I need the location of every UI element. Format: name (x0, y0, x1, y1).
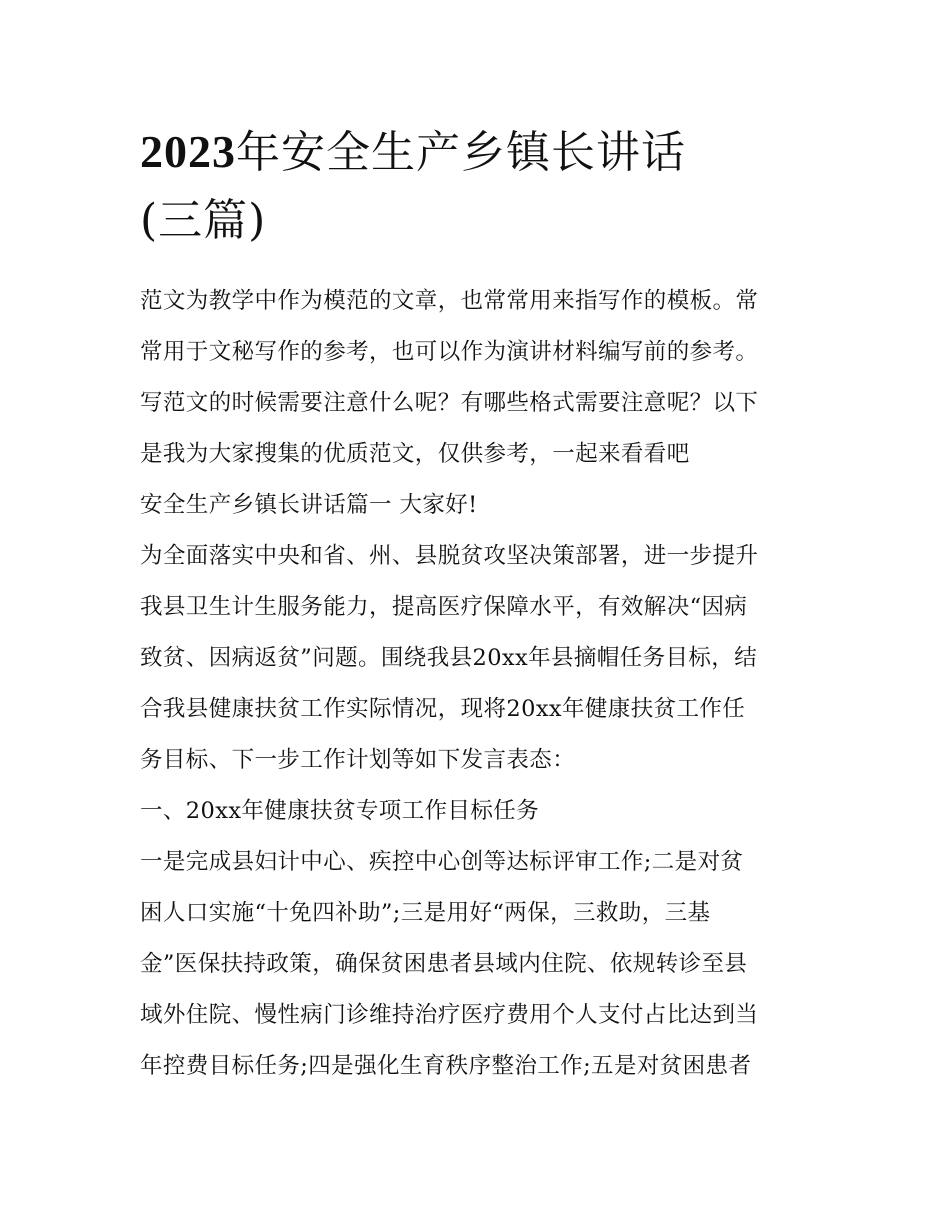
body-line: 困人口实施“十免四补助”;三是用好“两保，三救助，三基 (140, 900, 711, 926)
title-year: 2023 (140, 126, 236, 177)
body-line: 我县卫生计生服务能力，提高医疗保障水平，有效解决“因病 (140, 594, 748, 620)
body-line: 致贫、因病返贫”问题。围绕我县20xx年县摘帽任务目标，结 (140, 645, 758, 671)
body-line: 一是完成县妇计中心、疾控中心创等达标评审工作;二是对贫 (140, 849, 744, 875)
title-subtitle: (三篇) (140, 195, 267, 246)
document-title (140, 118, 830, 255)
title-text: 年安全生产乡镇长讲话 (236, 127, 686, 178)
body-line: 范文为教学中作为模范的文章，也常常用来指写作的模板。常 (140, 288, 759, 314)
body-line: 为全面落实中央和省、州、县脱贫攻坚决策部署，进一步提升 (140, 543, 759, 569)
body-line: 写范文的时候需要注意什么呢？有哪些格式需要注意呢？以下 (140, 390, 759, 416)
body-line: 常用于文秘写作的参考，也可以作为演讲材料编写前的参考。 (140, 339, 759, 365)
body-line: 金”医保扶持政策，确保贫困患者县域内住院、依规转诊至县 (140, 951, 748, 977)
body-line: 是我为大家搜集的优质范文，仅供参考，一起来看看吧 (140, 441, 690, 467)
body-line: 年控费目标任务;四是强化生育秩序整治工作;五是对贫困患者 (140, 1053, 752, 1079)
body-line: 合我县健康扶贫工作实际情况，现将20xx年健康扶贫工作任 (140, 696, 746, 722)
body-line: 域外住院、慢性病门诊维持治疗医疗费用个人支付占比达到当 (140, 1002, 759, 1028)
section-heading: 一、20xx年健康扶贫专项工作目标任务 (140, 798, 540, 824)
section-heading: 安全生产乡镇长讲话篇一 大家好! (140, 492, 478, 518)
body-line: 务目标、下一步工作计划等如下发言表态： (140, 747, 576, 773)
